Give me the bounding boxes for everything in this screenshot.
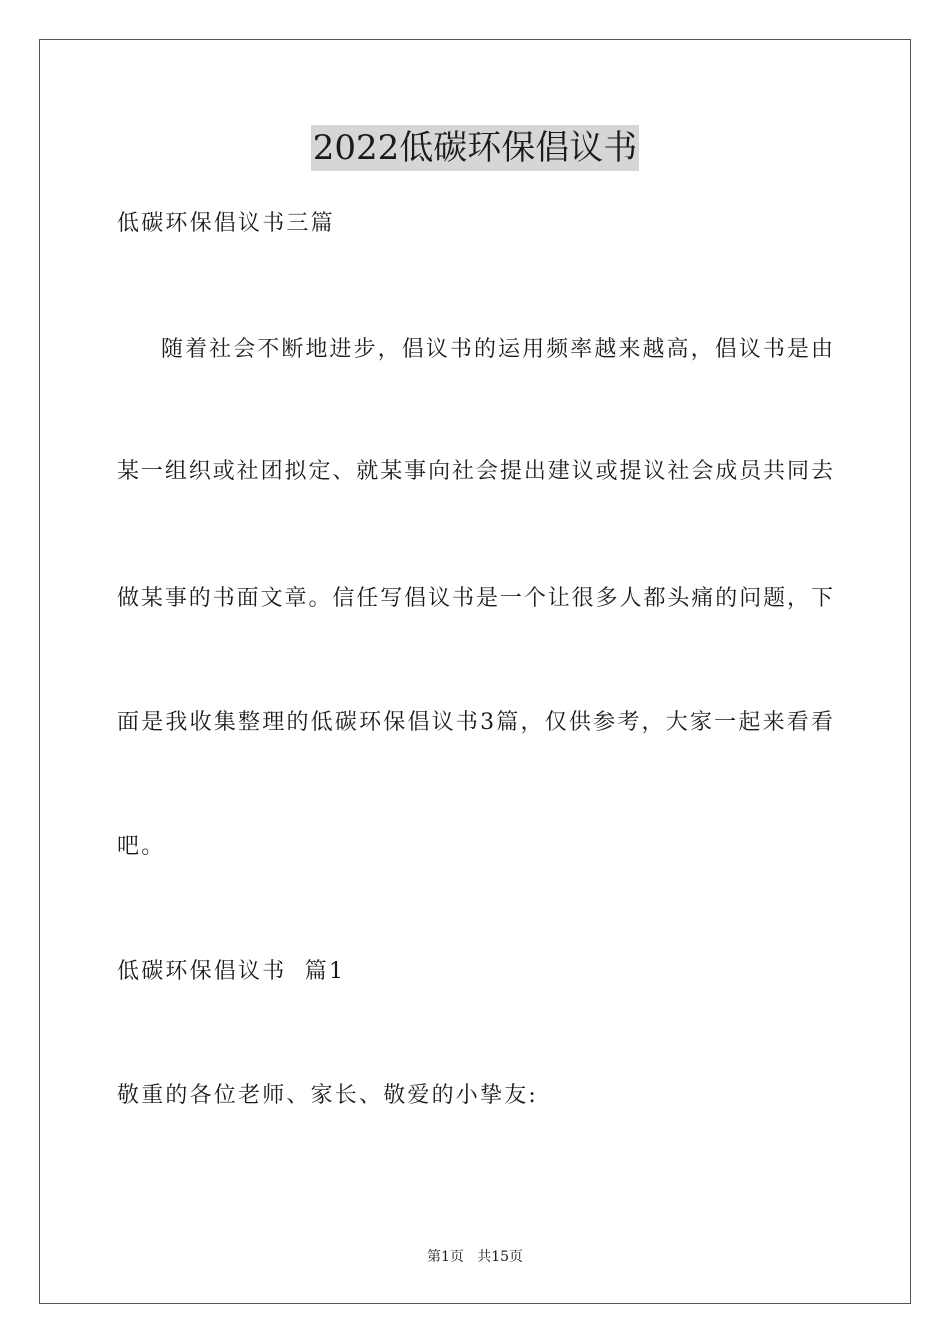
document-subtitle: 低碳环保倡议书三篇 (117, 211, 335, 236)
intro-line-3: 做某事的书面文章。信任写倡议书是一个让很多人都头痛的问题，下 (117, 586, 833, 611)
intro-line-4: 面是我收集整理的低碳环保倡议书3篇，仅供参考，大家一起来看看 (117, 710, 833, 735)
title-container (0, 125, 950, 171)
intro-line-2: 某一组织或社团拟定、就某事向社会提出建议或提议社会成员共同去 (117, 459, 833, 484)
intro-line-1: 随着社会不断地进步，倡议书的运用频率越来越高，倡议书是由 (161, 337, 833, 362)
intro-line-5: 吧。 (117, 834, 166, 859)
salutation: 敬重的各位老师、家长、敬爱的小挚友: (117, 1083, 539, 1108)
page-footer: 第1页 共15页 (426, 1249, 524, 1265)
section-heading: 低碳环保倡议书 篇1 (117, 959, 346, 984)
document-title: 2022低碳环保倡议书 (311, 125, 640, 171)
